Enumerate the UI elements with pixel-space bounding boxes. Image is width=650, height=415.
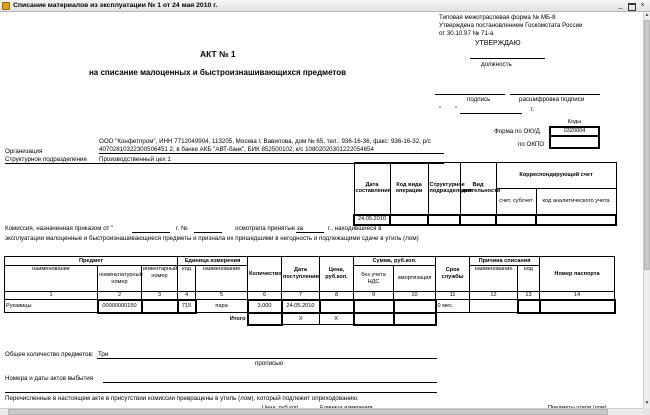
doc-activity-header: Вид деятельности [460, 163, 496, 215]
scroll-corner [643, 408, 650, 415]
passport-cell [540, 300, 615, 313]
unit-name-header: наименование [196, 266, 248, 292]
col-number: 1 [5, 292, 98, 300]
doc-subaccount-value [496, 215, 536, 225]
org-underline [99, 153, 444, 154]
form-date-line: от 30.10.97 № 71-а [439, 30, 494, 37]
approve-label: УТВЕРЖДАЮ [475, 40, 521, 47]
form-type-line: Типовая межотраслевая форма № МБ-8 [439, 14, 556, 21]
term-cell: 0 мес. [436, 300, 470, 313]
codes-label: Коды [567, 118, 582, 125]
decoding-label: расшифровка подписи [519, 96, 585, 103]
inv-number-cell [142, 300, 178, 313]
group-unit-header: Единица измерения [178, 257, 248, 266]
org-details: ООО "Конфетпром", ИНН 7712049904, 113205, Москва г, Вавилова, дом № 65, тел.: 936-16-36, факс: 936-16-32, р/с [99, 138, 431, 145]
total-no-vat-cell [354, 313, 394, 325]
col-number: 6 [248, 292, 282, 300]
price-cell [320, 300, 354, 313]
form-approval-line: Утверждена постановлением Госкомстата России [439, 22, 583, 29]
position-line [470, 58, 545, 59]
document-icon [2, 2, 10, 10]
col-number: 12 [470, 292, 518, 300]
okud-label: Форма по ОКУД [494, 128, 540, 135]
doc-attributes-table [353, 162, 617, 226]
col-number: 11 [436, 292, 470, 300]
close-button[interactable]: × [640, 2, 645, 9]
okud-value: 0320004 [550, 127, 599, 136]
acts-line [103, 382, 437, 383]
col-number: 4 [178, 292, 196, 300]
total-row [5, 313, 615, 325]
acts-label: Номера и даты актов выбытия [5, 375, 94, 382]
total-qty-cell [248, 313, 282, 325]
reason-code-header: код [518, 266, 540, 292]
unit-name-cell: пара [196, 300, 248, 313]
item-name-header: наименование [5, 266, 98, 292]
qty-header: Количество [248, 257, 282, 292]
doc-dept-value [428, 215, 460, 225]
group-sum-header: Сумма, руб.коп. [354, 257, 436, 266]
commission-line1-c: осмотрела принятые за [235, 225, 304, 232]
doc-op-code-value [390, 215, 428, 225]
total-items-label: Общее количество предметов: [5, 351, 94, 358]
signature-line [435, 94, 505, 95]
vertical-scrollbar[interactable] [643, 12, 650, 408]
col-number: 5 [196, 292, 248, 300]
doc-dept-header: Структурное подразделение [428, 163, 460, 215]
org-bank: 40702810322300506451 2, в банке АКБ "АВТ-банк", БИК 852500102, к/с 10802020301222054654 [99, 146, 374, 153]
total-amort-cell [394, 313, 436, 325]
reason-name-cell [470, 300, 518, 313]
item-name-cell: Рукавицы [5, 300, 98, 313]
position-label: должность [481, 61, 512, 68]
amortization-header: амортизация [394, 266, 436, 292]
date-line [460, 113, 522, 114]
nomen-number-cell: 00000000150 [98, 300, 142, 313]
date-quote-open: " [439, 106, 442, 113]
col-number: 8 [320, 292, 354, 300]
qty-cell: 3,000 [248, 300, 282, 313]
order-date-line [132, 232, 170, 233]
horizontal-scroll-thumb[interactable] [8, 409, 608, 415]
col-number: 3 [142, 292, 178, 300]
minimize-button[interactable]: _ [618, 2, 623, 9]
commission-line1-d: г., находившиеся в [328, 225, 382, 232]
accepted-date-line [296, 232, 324, 233]
window-title: Списание материалов из эксплуатации № 1 от 24 мая 2010 г. [13, 2, 218, 9]
inv-number-header: инвентарный номер [142, 266, 178, 292]
col-number: 7 [282, 292, 320, 300]
commission-line1-b: г. № [176, 225, 188, 232]
term-header: Срок службы [436, 257, 470, 292]
group-item-header: Предмет [5, 257, 178, 266]
total-date-mark: Х [282, 313, 320, 325]
total-label: Итого [229, 315, 246, 322]
col-number: 9 [354, 292, 394, 300]
okpo-value [550, 136, 599, 148]
amortization-cell [394, 300, 436, 313]
codes-table [549, 118, 600, 149]
unit-code-cell: 715 [178, 300, 196, 313]
reason-name-header: наименование [470, 266, 518, 292]
doc-subaccount-header: счет, субсчет [496, 189, 536, 215]
commission-line2: эксплуатации малоценные и быстроизнашивающиеся предметы и признала их пришедшими в негодность и подлежащими сдаче в утиль (лом) [5, 235, 419, 242]
signature-label: подпись [467, 96, 491, 103]
dept-value: Производственный цех 1 [99, 156, 171, 163]
col-number: 2 [98, 292, 142, 300]
transfer-line: Перечисленные в настоящем акте в присутствии комиссии превращены в утиль (лом), который подлежит оприходованию: [5, 395, 359, 402]
passport-header: Номер паспорта [540, 257, 615, 292]
col-number: 14 [540, 292, 615, 300]
scroll-down-icon[interactable]: ▼ [644, 400, 650, 406]
act-subject: на списание малоценных и быстроизнашивающихся предметов [88, 68, 347, 77]
col-number: 10 [394, 292, 436, 300]
scroll-up-icon[interactable]: ▲ [644, 12, 650, 18]
window-titlebar [0, 0, 650, 12]
doc-op-code-header: Код вида операции [390, 163, 428, 215]
doc-account-header: Корреспондирующий счет [496, 163, 616, 189]
price-header: Цена, руб.коп. [320, 257, 354, 292]
doc-activity-value [460, 215, 496, 225]
receipt-date-cell: 24.05.2010 [282, 300, 320, 313]
vertical-scroll-thumb[interactable] [644, 20, 650, 270]
in-words-label: прописью [255, 360, 283, 367]
horizontal-scrollbar[interactable] [0, 408, 643, 415]
unit-code-header: код [178, 266, 196, 292]
org-label: Организация [5, 148, 43, 155]
doc-date-value: 24.05.2010 [354, 215, 390, 225]
total-price-mark: Х [320, 313, 354, 325]
total-items-line [97, 358, 437, 359]
doc-date-header: Дата составления [354, 163, 390, 215]
act-title: АКТ № 1 [200, 49, 236, 59]
year-suffix: г. [531, 106, 535, 113]
items-table [4, 256, 616, 326]
receipt-date-header: Дата поступления [282, 257, 320, 292]
dept-label: Структурное подразделение [5, 156, 87, 163]
no-vat-header: без учета НДС [354, 266, 394, 292]
order-number-line [194, 232, 222, 233]
doc-analytic-value [536, 215, 616, 225]
total-items-value: Три [98, 351, 109, 358]
no-vat-cell [354, 300, 394, 313]
decoding-line [510, 94, 600, 95]
table-row [5, 300, 615, 313]
separator-line [5, 392, 437, 393]
date-quote-close: " [455, 106, 458, 113]
doc-analytic-header: код аналитического учета [536, 189, 616, 215]
nomen-number-header: номенклатурный номер [98, 266, 142, 292]
reason-code-cell [518, 300, 540, 313]
group-reason-header: Причина списания [470, 257, 540, 266]
maximize-button[interactable] [627, 2, 636, 10]
okpo-label: по ОКПО [518, 141, 545, 148]
document-area [0, 12, 643, 408]
commission-line1-a: Комиссия, назначенная приказом от " [5, 225, 114, 232]
col-number: 13 [518, 292, 540, 300]
